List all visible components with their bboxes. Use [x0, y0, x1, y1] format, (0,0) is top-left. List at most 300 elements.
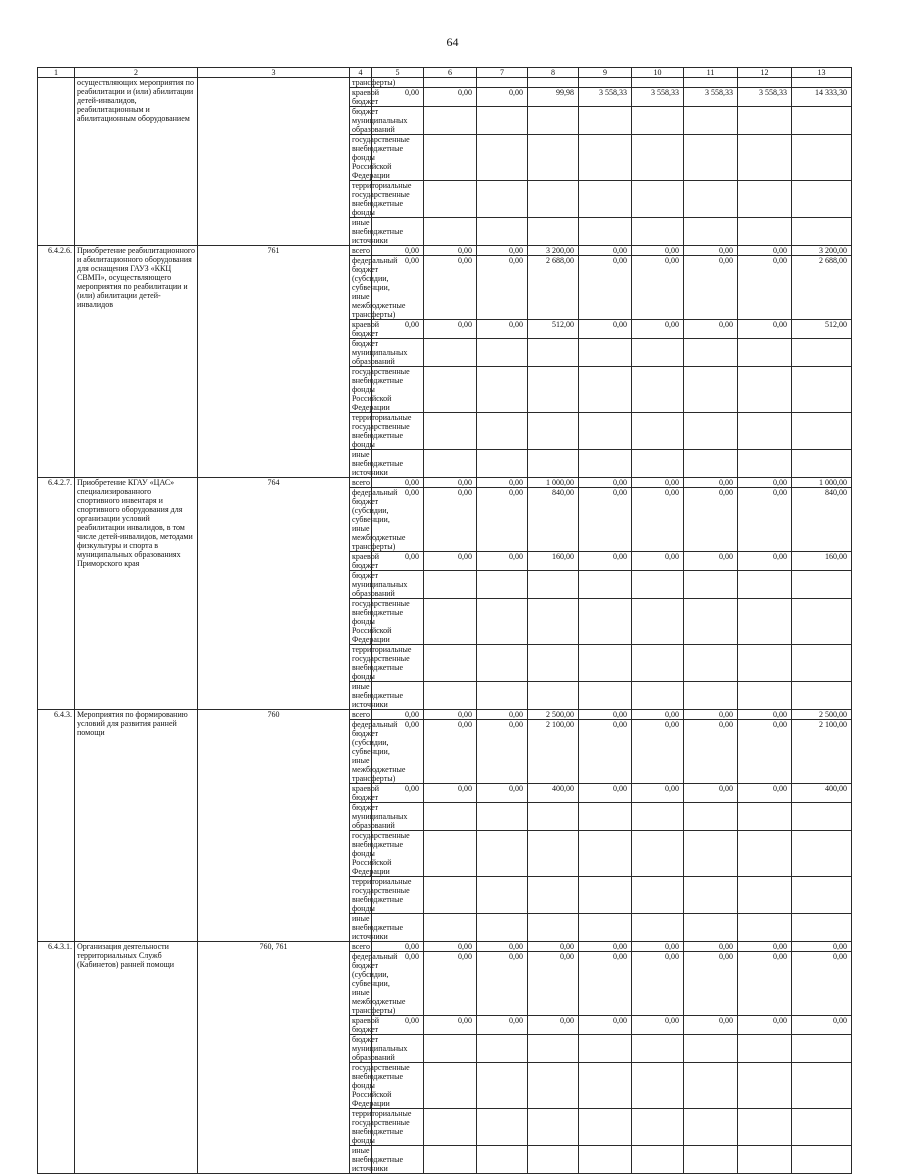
- value-cell: 2 100,00: [792, 720, 852, 784]
- value-cell: 0,00: [632, 246, 684, 256]
- value-cell: [632, 339, 684, 367]
- value-cell: 0,00: [792, 952, 852, 1016]
- value-cell: [738, 107, 792, 135]
- value-cell: [579, 1146, 632, 1174]
- source-label: краевой бюджет: [350, 784, 372, 803]
- value-cell: 0,00: [579, 552, 632, 571]
- value-cell: [738, 339, 792, 367]
- value-cell: [579, 367, 632, 413]
- value-cell: 3 558,33: [632, 88, 684, 107]
- value-cell: [792, 107, 852, 135]
- source-label: федеральный бюджет (субсидии, субвенции, иные межбюджетные трансферты): [350, 256, 372, 320]
- item-name: Приобретение реабилитационного и абилитационного оборудования для оснащения ГАУЗ «ККЦ СВМП», осуществляющего мероприятия по реабилитации и (или) абилитации детей-инвалидов: [75, 246, 198, 478]
- value-cell: [528, 645, 579, 682]
- source-label: территориальные государственные внебюджетные фонды: [350, 181, 372, 218]
- table-row: [38, 246, 852, 256]
- value-cell: 0,00: [477, 952, 528, 1016]
- value-cell: 3 200,00: [528, 246, 579, 256]
- header-cell: 9: [579, 68, 632, 78]
- source-label: всего: [350, 246, 372, 256]
- value-cell: 0,00: [632, 320, 684, 339]
- source-label: иные внебюджетные источники: [350, 914, 372, 942]
- value-cell: [684, 339, 738, 367]
- value-cell: 0,00: [372, 478, 424, 488]
- value-cell: [477, 599, 528, 645]
- value-cell: [792, 803, 852, 831]
- value-cell: 0,00: [684, 246, 738, 256]
- value-cell: 0,00: [579, 952, 632, 1016]
- value-cell: [684, 218, 738, 246]
- value-cell: [684, 413, 738, 450]
- value-cell: [684, 877, 738, 914]
- value-cell: [738, 450, 792, 478]
- value-cell: [738, 367, 792, 413]
- value-cell: 512,00: [528, 320, 579, 339]
- value-cell: 0,00: [424, 256, 477, 320]
- value-cell: 0,00: [579, 720, 632, 784]
- value-cell: 512,00: [792, 320, 852, 339]
- value-cell: [424, 831, 477, 877]
- source-label: территориальные государственные внебюджетные фонды: [350, 877, 372, 914]
- item-name: Мероприятия по формированию условий для развития ранней помощи: [75, 710, 198, 942]
- value-cell: [579, 1109, 632, 1146]
- value-cell: 160,00: [792, 552, 852, 571]
- value-cell: 0,00: [579, 710, 632, 720]
- value-cell: [792, 218, 852, 246]
- value-cell: [528, 831, 579, 877]
- value-cell: [424, 877, 477, 914]
- value-cell: 2 688,00: [792, 256, 852, 320]
- source-label: бюджет муниципальных образований: [350, 107, 372, 135]
- value-cell: [477, 645, 528, 682]
- value-cell: [424, 645, 477, 682]
- value-cell: [579, 645, 632, 682]
- value-cell: 0,00: [424, 710, 477, 720]
- value-cell: [528, 682, 579, 710]
- value-cell: 0,00: [528, 942, 579, 952]
- value-cell: 840,00: [792, 488, 852, 552]
- value-cell: [424, 599, 477, 645]
- value-cell: [632, 1063, 684, 1109]
- value-cell: [477, 218, 528, 246]
- value-cell: [684, 914, 738, 942]
- value-cell: [477, 181, 528, 218]
- value-cell: 0,00: [632, 784, 684, 803]
- value-cell: 0,00: [738, 942, 792, 952]
- value-cell: [738, 599, 792, 645]
- value-cell: 0,00: [684, 1016, 738, 1035]
- grbs-code: 760: [198, 710, 350, 942]
- value-cell: [792, 1109, 852, 1146]
- value-cell: [632, 914, 684, 942]
- source-label: всего: [350, 942, 372, 952]
- value-cell: [738, 645, 792, 682]
- value-cell: 0,00: [738, 1016, 792, 1035]
- value-cell: [632, 645, 684, 682]
- value-cell: [684, 599, 738, 645]
- value-cell: [477, 1035, 528, 1063]
- value-cell: 0,00: [424, 952, 477, 1016]
- value-cell: [528, 218, 579, 246]
- value-cell: [792, 877, 852, 914]
- value-cell: [579, 571, 632, 599]
- value-cell: 0,00: [792, 1016, 852, 1035]
- value-cell: [632, 78, 684, 88]
- value-cell: [528, 78, 579, 88]
- value-cell: 0,00: [684, 552, 738, 571]
- value-cell: [424, 413, 477, 450]
- value-cell: [738, 218, 792, 246]
- value-cell: 0,00: [477, 710, 528, 720]
- table-row: [38, 78, 852, 88]
- value-cell: [424, 78, 477, 88]
- value-cell: 0,00: [528, 952, 579, 1016]
- value-cell: [579, 135, 632, 181]
- value-cell: [684, 1035, 738, 1063]
- value-cell: [792, 1035, 852, 1063]
- value-cell: [684, 1063, 738, 1109]
- value-cell: 0,00: [738, 320, 792, 339]
- value-cell: [792, 450, 852, 478]
- value-cell: [632, 413, 684, 450]
- table-row: [38, 942, 852, 952]
- value-cell: [424, 450, 477, 478]
- value-cell: 160,00: [528, 552, 579, 571]
- value-cell: 0,00: [684, 784, 738, 803]
- value-cell: 0,00: [684, 942, 738, 952]
- value-cell: [424, 1063, 477, 1109]
- value-cell: 0,00: [632, 952, 684, 1016]
- value-cell: [477, 107, 528, 135]
- value-cell: [792, 645, 852, 682]
- value-cell: [528, 367, 579, 413]
- value-cell: 0,00: [738, 552, 792, 571]
- header-cell: 7: [477, 68, 528, 78]
- value-cell: 0,00: [632, 942, 684, 952]
- value-cell: [632, 1109, 684, 1146]
- value-cell: 400,00: [528, 784, 579, 803]
- value-cell: 0,00: [632, 1016, 684, 1035]
- value-cell: [424, 571, 477, 599]
- source-label: иные внебюджетные источники: [350, 1146, 372, 1174]
- value-cell: [528, 877, 579, 914]
- value-cell: [477, 413, 528, 450]
- budget-table: [37, 67, 852, 1174]
- value-cell: [738, 803, 792, 831]
- value-cell: [477, 682, 528, 710]
- value-cell: 99,98: [528, 88, 579, 107]
- value-cell: 0,00: [579, 784, 632, 803]
- value-cell: 0,00: [372, 256, 424, 320]
- value-cell: 0,00: [579, 1016, 632, 1035]
- value-cell: [579, 107, 632, 135]
- source-label: федеральный бюджет (субсидии, субвенции, иные межбюджетные трансферты): [350, 952, 372, 1016]
- value-cell: 0,00: [424, 320, 477, 339]
- header-row: [38, 68, 852, 78]
- value-cell: 0,00: [632, 552, 684, 571]
- page-number: 64: [446, 35, 459, 49]
- value-cell: [528, 1109, 579, 1146]
- source-label: краевой бюджет: [350, 320, 372, 339]
- value-cell: [684, 831, 738, 877]
- source-label: территориальные государственные внебюджетные фонды: [350, 413, 372, 450]
- value-cell: 0,00: [632, 256, 684, 320]
- value-cell: 0,00: [372, 320, 424, 339]
- value-cell: [528, 135, 579, 181]
- source-label: бюджет муниципальных образований: [350, 803, 372, 831]
- value-cell: [632, 1146, 684, 1174]
- value-cell: [579, 218, 632, 246]
- value-cell: [579, 914, 632, 942]
- value-cell: [477, 1146, 528, 1174]
- value-cell: [528, 914, 579, 942]
- value-cell: [579, 877, 632, 914]
- value-cell: [528, 599, 579, 645]
- value-cell: 0,00: [477, 88, 528, 107]
- value-cell: [684, 645, 738, 682]
- value-cell: 1 000,00: [528, 478, 579, 488]
- source-label: иные внебюджетные источники: [350, 450, 372, 478]
- value-cell: 0,00: [579, 320, 632, 339]
- value-cell: 0,00: [738, 256, 792, 320]
- source-label: краевой бюджет: [350, 552, 372, 571]
- item-code: 6.4.3.: [38, 710, 75, 942]
- value-cell: 0,00: [424, 784, 477, 803]
- value-cell: 0,00: [738, 952, 792, 1016]
- value-cell: [528, 181, 579, 218]
- value-cell: [738, 914, 792, 942]
- item-name: Приобретение КГАУ «ЦАС» специализированного спортивного инвентаря и спортивного оборудования для организации условий реабилитации инвалидов, в том числе детей-инвалидов, методами физкультуры и спорта в муниципальных образованиях Приморского края: [75, 478, 198, 710]
- value-cell: 0,00: [477, 720, 528, 784]
- value-cell: [424, 1146, 477, 1174]
- value-cell: [528, 413, 579, 450]
- value-cell: 3 558,33: [738, 88, 792, 107]
- value-cell: [579, 682, 632, 710]
- header-cell: 12: [738, 68, 792, 78]
- value-cell: 2 500,00: [792, 710, 852, 720]
- value-cell: [424, 367, 477, 413]
- value-cell: [579, 339, 632, 367]
- value-cell: [477, 1109, 528, 1146]
- value-cell: [632, 135, 684, 181]
- value-cell: 0,00: [738, 710, 792, 720]
- value-cell: 1 000,00: [792, 478, 852, 488]
- source-label: всего: [350, 478, 372, 488]
- value-cell: [632, 367, 684, 413]
- value-cell: 0,00: [424, 88, 477, 107]
- value-cell: 0,00: [632, 488, 684, 552]
- item-code: 6.4.2.7.: [38, 478, 75, 710]
- source-label: иные внебюджетные источники: [350, 682, 372, 710]
- value-cell: [792, 1063, 852, 1109]
- value-cell: 0,00: [372, 88, 424, 107]
- value-cell: 0,00: [579, 246, 632, 256]
- source-label: федеральный бюджет (субсидии, субвенции, иные межбюджетные трансферты): [350, 720, 372, 784]
- value-cell: 0,00: [477, 1016, 528, 1035]
- value-cell: [738, 1109, 792, 1146]
- value-cell: [684, 682, 738, 710]
- value-cell: 0,00: [579, 478, 632, 488]
- value-cell: [528, 1146, 579, 1174]
- value-cell: [684, 450, 738, 478]
- item-code: 6.4.3.1.: [38, 942, 75, 1174]
- item-code: [38, 78, 75, 246]
- value-cell: [792, 181, 852, 218]
- value-cell: [579, 181, 632, 218]
- header-cell: 6: [424, 68, 477, 78]
- value-cell: [738, 135, 792, 181]
- value-cell: 0,00: [477, 784, 528, 803]
- value-cell: [528, 1063, 579, 1109]
- value-cell: [792, 571, 852, 599]
- value-cell: 0,00: [792, 942, 852, 952]
- value-cell: [579, 413, 632, 450]
- value-cell: 0,00: [372, 488, 424, 552]
- header-cell: 5: [372, 68, 424, 78]
- value-cell: 400,00: [792, 784, 852, 803]
- value-cell: [528, 450, 579, 478]
- value-cell: 0,00: [738, 246, 792, 256]
- value-cell: 0,00: [424, 720, 477, 784]
- item-code: 6.4.2.6.: [38, 246, 75, 478]
- header-cell: 2: [75, 68, 198, 78]
- value-cell: 14 333,30: [792, 88, 852, 107]
- value-cell: [477, 339, 528, 367]
- value-cell: [738, 877, 792, 914]
- value-cell: [528, 571, 579, 599]
- source-label: бюджет муниципальных образований: [350, 339, 372, 367]
- item-name: осуществляющих мероприятия по реабилитации и (или) абилитации детей-инвалидов, реабилитационным и абилитационным оборудованием: [75, 78, 198, 246]
- value-cell: [632, 877, 684, 914]
- value-cell: [792, 78, 852, 88]
- value-cell: 0,00: [738, 720, 792, 784]
- source-label: трансферты): [350, 78, 372, 88]
- value-cell: [424, 181, 477, 218]
- value-cell: 0,00: [372, 1016, 424, 1035]
- value-cell: [738, 1063, 792, 1109]
- value-cell: [424, 107, 477, 135]
- value-cell: [792, 413, 852, 450]
- value-cell: 3 200,00: [792, 246, 852, 256]
- value-cell: [579, 803, 632, 831]
- grbs-code: 761: [198, 246, 350, 478]
- value-cell: [738, 1146, 792, 1174]
- item-name: Организация деятельности территориальных Служб (Кабинетов) ранней помощи: [75, 942, 198, 1174]
- value-cell: [684, 571, 738, 599]
- value-cell: [792, 367, 852, 413]
- value-cell: [477, 450, 528, 478]
- value-cell: 0,00: [372, 246, 424, 256]
- value-cell: 0,00: [372, 784, 424, 803]
- value-cell: 0,00: [477, 942, 528, 952]
- value-cell: [579, 78, 632, 88]
- table-row: [38, 710, 852, 720]
- value-cell: 0,00: [528, 1016, 579, 1035]
- source-label: государственные внебюджетные фонды Российской Федерации: [350, 367, 372, 413]
- value-cell: [792, 831, 852, 877]
- value-cell: 0,00: [684, 320, 738, 339]
- value-cell: [477, 571, 528, 599]
- value-cell: [684, 1146, 738, 1174]
- value-cell: 0,00: [372, 710, 424, 720]
- value-cell: [738, 571, 792, 599]
- value-cell: [528, 803, 579, 831]
- source-label: государственные внебюджетные фонды Российской Федерации: [350, 135, 372, 181]
- value-cell: [424, 339, 477, 367]
- value-cell: 0,00: [477, 246, 528, 256]
- grbs-code: 760, 761: [198, 942, 350, 1174]
- value-cell: [792, 599, 852, 645]
- value-cell: [792, 135, 852, 181]
- value-cell: [632, 450, 684, 478]
- value-cell: 2 688,00: [528, 256, 579, 320]
- grbs-code: 764: [198, 478, 350, 710]
- value-cell: [684, 135, 738, 181]
- value-cell: [477, 803, 528, 831]
- value-cell: [579, 450, 632, 478]
- value-cell: 0,00: [372, 952, 424, 1016]
- value-cell: 0,00: [372, 552, 424, 571]
- value-cell: 0,00: [477, 320, 528, 339]
- value-cell: 0,00: [372, 942, 424, 952]
- value-cell: [632, 599, 684, 645]
- value-cell: [738, 413, 792, 450]
- value-cell: [477, 78, 528, 88]
- value-cell: [424, 218, 477, 246]
- value-cell: 0,00: [579, 942, 632, 952]
- value-cell: [684, 78, 738, 88]
- value-cell: [738, 1035, 792, 1063]
- value-cell: [424, 803, 477, 831]
- value-cell: 0,00: [372, 720, 424, 784]
- source-label: бюджет муниципальных образований: [350, 571, 372, 599]
- value-cell: 0,00: [477, 552, 528, 571]
- value-cell: 2 100,00: [528, 720, 579, 784]
- value-cell: [424, 682, 477, 710]
- value-cell: [792, 339, 852, 367]
- grbs-code: [198, 78, 350, 246]
- value-cell: [632, 1035, 684, 1063]
- value-cell: 0,00: [684, 478, 738, 488]
- value-cell: 0,00: [684, 710, 738, 720]
- value-cell: 0,00: [424, 478, 477, 488]
- value-cell: 0,00: [684, 488, 738, 552]
- value-cell: 0,00: [424, 1016, 477, 1035]
- value-cell: [684, 107, 738, 135]
- value-cell: 0,00: [632, 710, 684, 720]
- value-cell: [424, 914, 477, 942]
- value-cell: 0,00: [424, 942, 477, 952]
- value-cell: [477, 914, 528, 942]
- value-cell: [684, 803, 738, 831]
- value-cell: 0,00: [738, 488, 792, 552]
- value-cell: [632, 181, 684, 218]
- source-label: государственные внебюджетные фонды Российской Федерации: [350, 831, 372, 877]
- value-cell: [528, 339, 579, 367]
- value-cell: [738, 181, 792, 218]
- value-cell: [424, 1035, 477, 1063]
- header-cell: 1: [38, 68, 75, 78]
- value-cell: 0,00: [424, 246, 477, 256]
- value-cell: [792, 914, 852, 942]
- value-cell: [684, 181, 738, 218]
- value-cell: [528, 1035, 579, 1063]
- source-label: краевой бюджет: [350, 88, 372, 107]
- header-cell: 4: [350, 68, 372, 78]
- header-cell: 3: [198, 68, 350, 78]
- source-label: государственные внебюджетные фонды Российской Федерации: [350, 1063, 372, 1109]
- header-cell: 13: [792, 68, 852, 78]
